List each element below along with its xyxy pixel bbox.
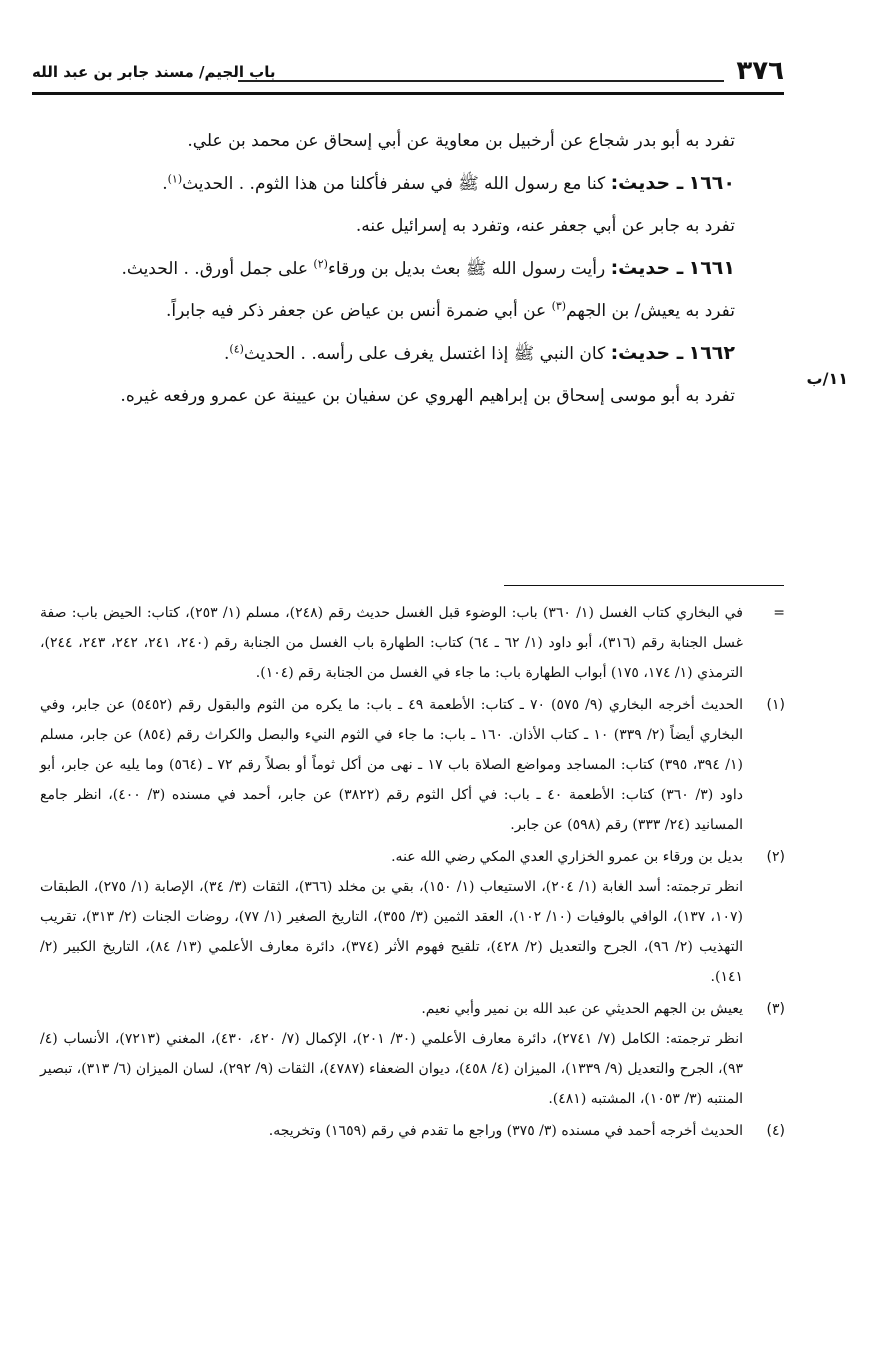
footnote-text: الحديث أخرجه البخاري (٩/ ٥٧٥) ٧٠ ـ كتاب: الأطعمة ٤٩ ـ باب: ما يكره من الثوم والبقول رقم (٥٤٥٢) عن جابر، وفي البخاري أيضاً (٢/ ٣٣٩) ١٠ ـ كتاب الأذان. ١٦٠ ـ باب: ما جاء في الثوم النيء والبصل والكراث رقم (٨٥٤) عن جابر، مسلم (١/ ٣٩٤، ٣٩٥) كتاب: المساجد ومواضع الصلاة باب ١٧ ـ نهى من أكل ثوماً أو بصلاً رقم ٧٢ ـ (٥٦٤) وما يليه عن جابر، أبو داود (٣/ ٣٦٠) كتاب: الأطعمة ٤٠ ـ باب: في أكل الثوم رقم (٣٨٢٢) عن جابر، أحمد في مسنده (٣/ ٤٠٠)، انظر جامع المسانيد (٢٤/ ٣٣٣) رقم (٥٩٨) عن جابر. [40, 697, 744, 833]
running-title: باب الجيم/ مسند جابر بن عبد الله [32, 63, 276, 81]
footnote-text: يعيش بن الجهم الحديثي عن عبد الله بن نمير وأبي نعيم. [421, 1001, 743, 1017]
footnote-text: الحديث أخرجه أحمد في مسنده (٣/ ٣٧٥) وراجع ما تقدم في رقم (١٦٥٩) وتخريجه. [268, 1123, 743, 1139]
footnote-3 [40, 994, 785, 1114]
hadith-text: كنا مع رسول الله ﷺ في سفر فأكلنا من هذا الثوم. . الحديث [182, 174, 606, 194]
hadith-1660 [40, 162, 785, 205]
footnote-2 [40, 842, 785, 992]
footnote-separator [504, 585, 784, 586]
footnote-marker: (٢) [766, 849, 785, 865]
footnote-marker: (٤) [766, 1123, 785, 1139]
footnote-body [40, 842, 743, 992]
hadith-number: ١٦٦٠ [688, 172, 735, 194]
footnote-1 [40, 690, 785, 840]
main-text [40, 120, 785, 417]
footnote-ref: (١) [167, 172, 183, 186]
hadith-text: كان النبي ﷺ إذا اغتسل يغرف على رأسه. . الحديث [243, 344, 606, 364]
footnote-ref: (٣) [551, 299, 567, 313]
footnote-text-biography: انظر ترجمته: الكامل (٧/ ٢٧٤١)، دائرة معارف الأعلمي (٣٠/ ٢٠١)، الإكمال (٧/ ٤٢٠، ٤٣٠)، المغني (٧٢١٣)، الأنساب (٤/ ٩٣)، الجرح والتعديل (٩/ ١٣٣٩)، الميزان (٤/ ٤٥٨)، ديوان الضعفاء (٤٧٨٧)، الثقات (٩/ ٢٩٢)، لسان الميزان (٦/ ٣١٣)، تبصير المنتبه (٣/ ١٠٥٣)، المشتبه (٤٨١). [40, 1031, 744, 1107]
footnote-text: في البخاري كتاب الغسل (١/ ٣٦٠) باب: الوضوء قبل الغسل حديث رقم (٢٤٨)، مسلم (١/ ٢٥٣)، كتاب: الحيض باب: صفة غسل الجنابة رقم (٣١٦)، أبو داود (١/ ٦٢ ـ ٦٤) كتاب: الطهارة باب الغسل من الجنابة رقم (٢٤٠، ٢٤١، ٢٤٢، ٢٤٣، ٢٤٤)، الترمذي (١/ ١٧٤، ١٧٥) أبواب الطهارة باب: ما جاء في الغسل من الجنابة رقم (١٠٤). [40, 605, 743, 681]
footnote-4 [40, 1116, 785, 1146]
footnote-ref: (٤) [229, 342, 244, 356]
paragraph: تفرد به أبو موسى إسحاق بن إبراهيم الهروي عن سفيان بن عيينة عن عمرو ورفعه غيره. [120, 386, 735, 406]
paragraph-text-cont: عن أبي ضمرة أنس بن عياض عن جعفر ذكر فيه جابراً. [165, 301, 547, 321]
hadith-label: ـ حديث: [610, 172, 684, 194]
hadith-text-cont: على جمل أورق. . الحديث. [121, 259, 309, 279]
hadith-1661 [40, 247, 785, 290]
paragraph-text: تفرد به يعيش/ بن الجهم [566, 301, 735, 321]
footnote-ref: (٢) [313, 257, 328, 271]
hadith-label: ـ حديث: [610, 257, 684, 279]
footnote-marker: (٣) [766, 1001, 785, 1017]
footnote-marker: (١) [766, 697, 785, 713]
page-header [32, 54, 784, 96]
footnote-text: بديل بن ورقاء بن عمرو الخزاري العدي المكي رضي الله عنه. [391, 849, 743, 865]
hadith-end: . [162, 174, 168, 194]
page-number: ٣٧٦ [736, 56, 784, 86]
header-dash-line [238, 80, 724, 82]
hadith-1662 [40, 332, 785, 375]
footnote-text-biography: انظر ترجمته: أسد الغابة (١/ ٢٠٤)، الاستيعاب (١/ ١٥٠)، بقي بن مخلد (٣٦٦)، الثقات (٣/ ٣٤)، الإصابة (١/ ٢٧٥)، الطبقات (١٠٧، ١٣٧)، الوافي بالوفيات (١٠/ ١٠٢)، العقد الثمين (٣/ ٣٥٥)، التاريخ الصغير (١/ ٧٧)، روضات الجنات (٢/ ٣١٣)، تقريب التهذيب (٢/ ٩٦)، الجرح والتعديل (٢/ ٤٢٨)، تلقيح فهوم الأثر (٣٧٤)، دائرة معارف الأعلمي (١٣/ ٨٤)، التاريخ الكبير (٢/ ١٤١). [40, 879, 744, 985]
footnote-continued [40, 598, 785, 688]
hadith-number: ١٦٦١ [688, 257, 735, 279]
footnote-body [40, 994, 743, 1114]
hadith-end: . [223, 344, 230, 364]
paragraph: تفرد به جابر عن أبي جعفر عنه، وتفرد به إسرائيل عنه. [355, 216, 735, 236]
paragraph: تفرد به أبو بدر شجاع عن أرخبيل بن معاوية عن أبي إسحاق عن محمد بن علي. [187, 131, 735, 151]
manuscript-folio-note: ١١/ب [806, 369, 848, 388]
paragraph [40, 290, 785, 332]
hadith-label: ـ حديث: [610, 342, 684, 364]
footnotes [40, 598, 785, 1148]
hadith-number: ١٦٦٢ [688, 342, 735, 364]
footnote-marker: = [773, 605, 785, 621]
header-rule [32, 92, 784, 95]
hadith-text: رأيت رسول الله ﷺ بعث بديل بن ورقاء [327, 259, 606, 279]
